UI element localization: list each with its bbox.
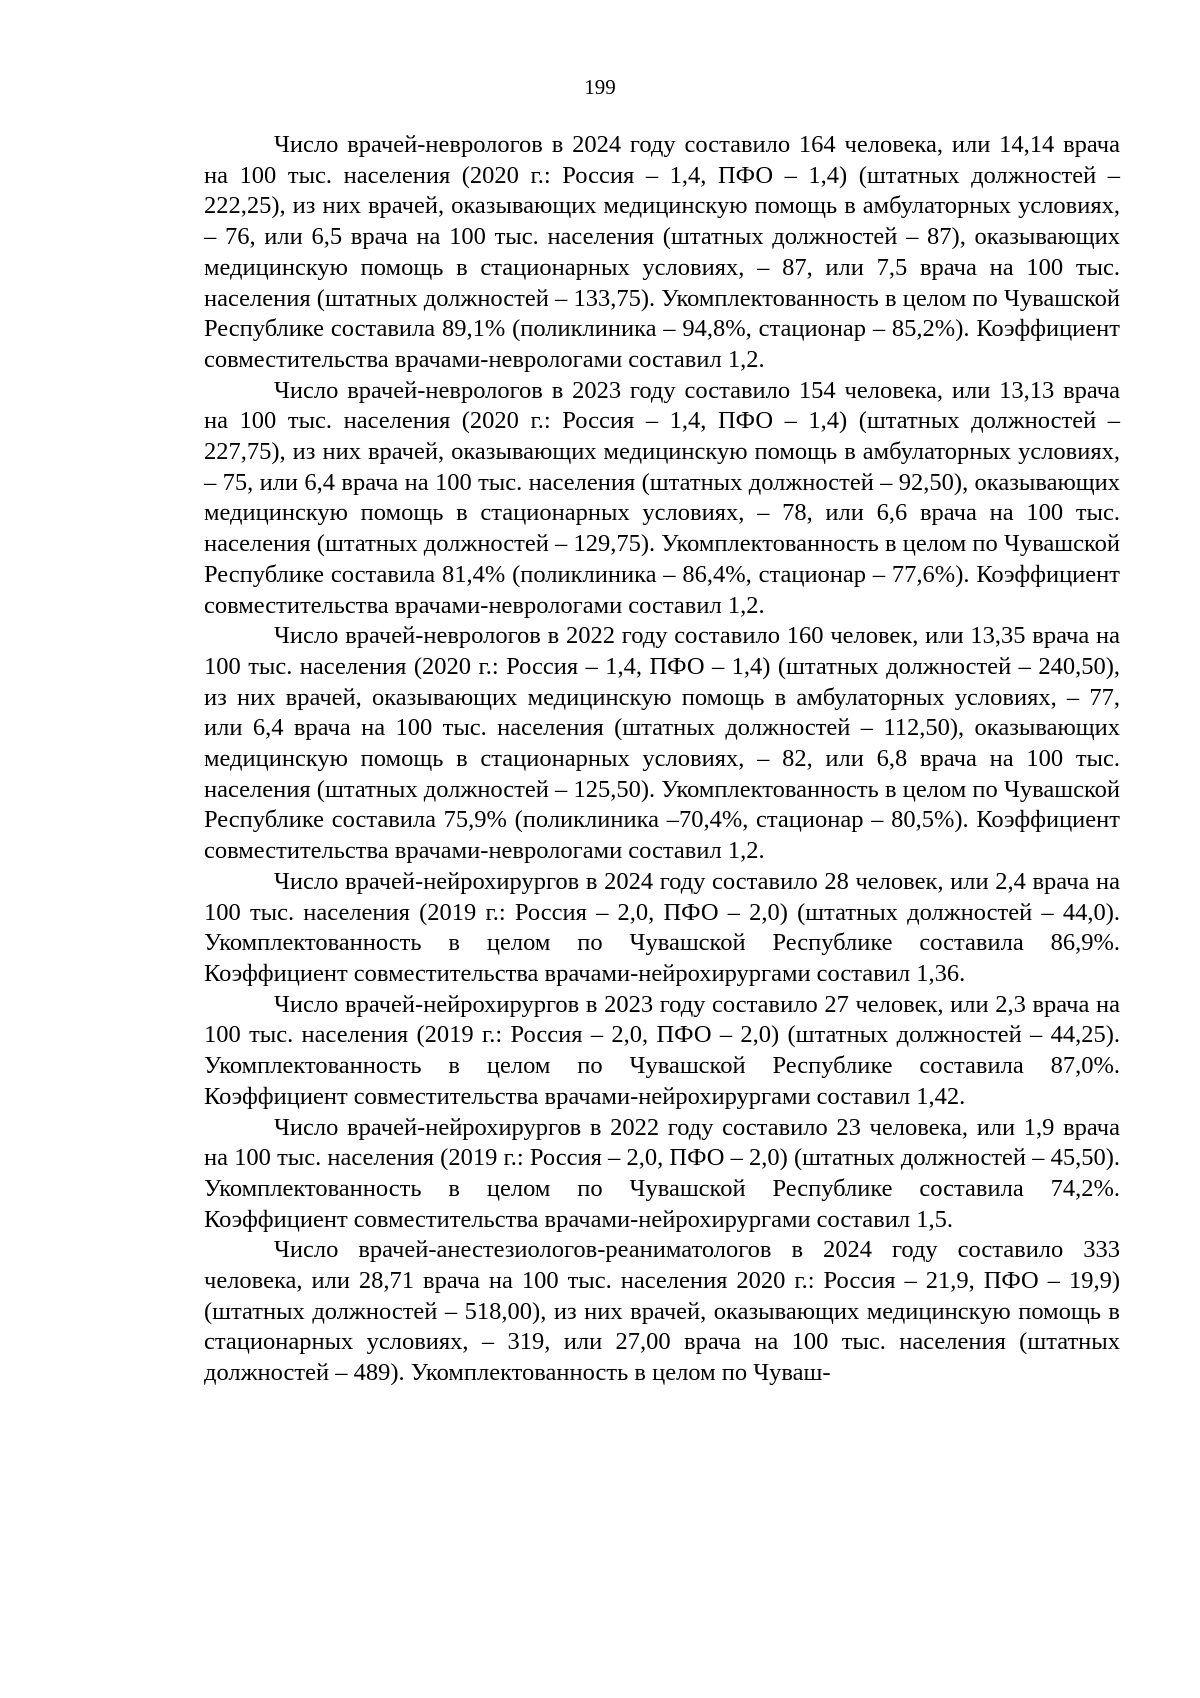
paragraph-anesthesiologists-2024: Число врачей-анестезиологов-реаниматологов в 2024 году составило 333 человека, или 28,71 врача на 100 тыс. населения 2020 г.: Россия – 21,9, ПФО – 19,9) (штатных должностей – 518,00), из них врачей, оказывающих медицинскую помощь в стационарных условиях, – 319, или 27,00 врача на 100 тыс. населения (штатных должностей – 489). Укомплектованность в целом по Чуваш- xyxy=(204,1236,1120,1387)
page-number: 199 xyxy=(584,75,616,99)
body-text xyxy=(204,130,1120,1389)
paragraph-neurologists-2024: Число врачей-неврологов в 2024 году составило 164 человека, или 14,14 врача на 100 тыс. населения (2020 г.: Россия – 1,4, ПФО – 1,4) (штатных должностей – 222,25), из них врачей, оказывающих медицинскую помощь в амбулаторных условиях, – 76, или 6,5 врача на 100 тыс. населения (штатных должностей – 87), оказывающих медицинскую помощь в стационарных условиях, – 87, или 7,5 врача на 100 тыс. населения (штатных должностей – 133,75). Укомплектованность в целом по Чувашской Республике составила 89,1% (поликлиника – 94,8%, стационар – 85,2%). Коэффициент совместительства врачами-неврологами составил 1,2. xyxy=(204,131,1120,373)
paragraph-neurologists-2023: Число врачей-неврологов в 2023 году составило 154 человека, или 13,13 врача на 100 тыс. населения (2020 г.: Россия – 1,4, ПФО – 1,4) (штатных должностей – 227,75), из них врачей, оказывающих медицинскую помощь в амбулаторных условиях, – 75, или 6,4 врача на 100 тыс. населения (штатных должностей – 92,50), оказывающих медицинскую помощь в стационарных условиях, – 78, или 6,6 врача на 100 тыс. населения (штатных должностей – 129,75). Укомплектованность в целом по Чувашской Республике составила 81,4% (поликлиника – 86,4%, стационар – 77,6%). Коэффициент совместительства врачами-неврологами составил 1,2. xyxy=(204,376,1120,619)
paragraph-neurologists-2022: Число врачей-неврологов в 2022 году составило 160 человек, или 13,35 врача на 100 тыс. населения (2020 г.: Россия – 1,4, ПФО – 1,4) (штатных должностей – 240,50), из них врачей, оказывающих медицинскую помощь в амбулаторных условиях, – 77, или 6,4 врача на 100 тыс. населения (штатных должностей – 112,50), оказывающих медицинскую помощь в стационарных условиях, – 82, или 6,8 врача на 100 тыс. населения (штатных должностей – 125,50). Укомплектованность в целом по Чувашской Республике составила 75,9% (поликлиника –70,4%, стационар – 80,5%). Коэффициент совместительства врачами-неврологами составил 1,2. xyxy=(204,622,1120,865)
paragraph-neurosurgeons-2022: Число врачей-нейрохирургов в 2022 году составило 23 человека, или 1,9 врача на 100 тыс. населения (2019 г.: Россия – 2,0, ПФО – 2,0) (штатных должностей – 45,50). Укомплектованность в целом по Чувашской Республике составила 74,2%. Коэффициент совместительства врачами-нейрохирургами составил 1,5. xyxy=(204,1113,1120,1233)
paragraph-neurosurgeons-2023: Число врачей-нейрохирургов в 2023 году составило 27 человек, или 2,3 врача на 100 тыс. населения (2019 г.: Россия – 2,0, ПФО – 2,0) (штатных должностей – 44,25). Укомплектованность в целом по Чувашской Республике составила 87,0%. Коэффициент совместительства врачами-нейрохирургами составил 1,42. xyxy=(204,990,1120,1110)
paragraph-neurosurgeons-2024: Число врачей-нейрохирургов в 2024 году составило 28 человек, или 2,4 врача на 100 тыс. населения (2019 г.: Россия – 2,0, ПФО – 2,0) (штатных должностей – 44,0). Укомплектованность в целом по Чувашской Республике составила 86,9%. Коэффициент совместительства врачами-нейрохирургами составил 1,36. xyxy=(204,867,1120,987)
